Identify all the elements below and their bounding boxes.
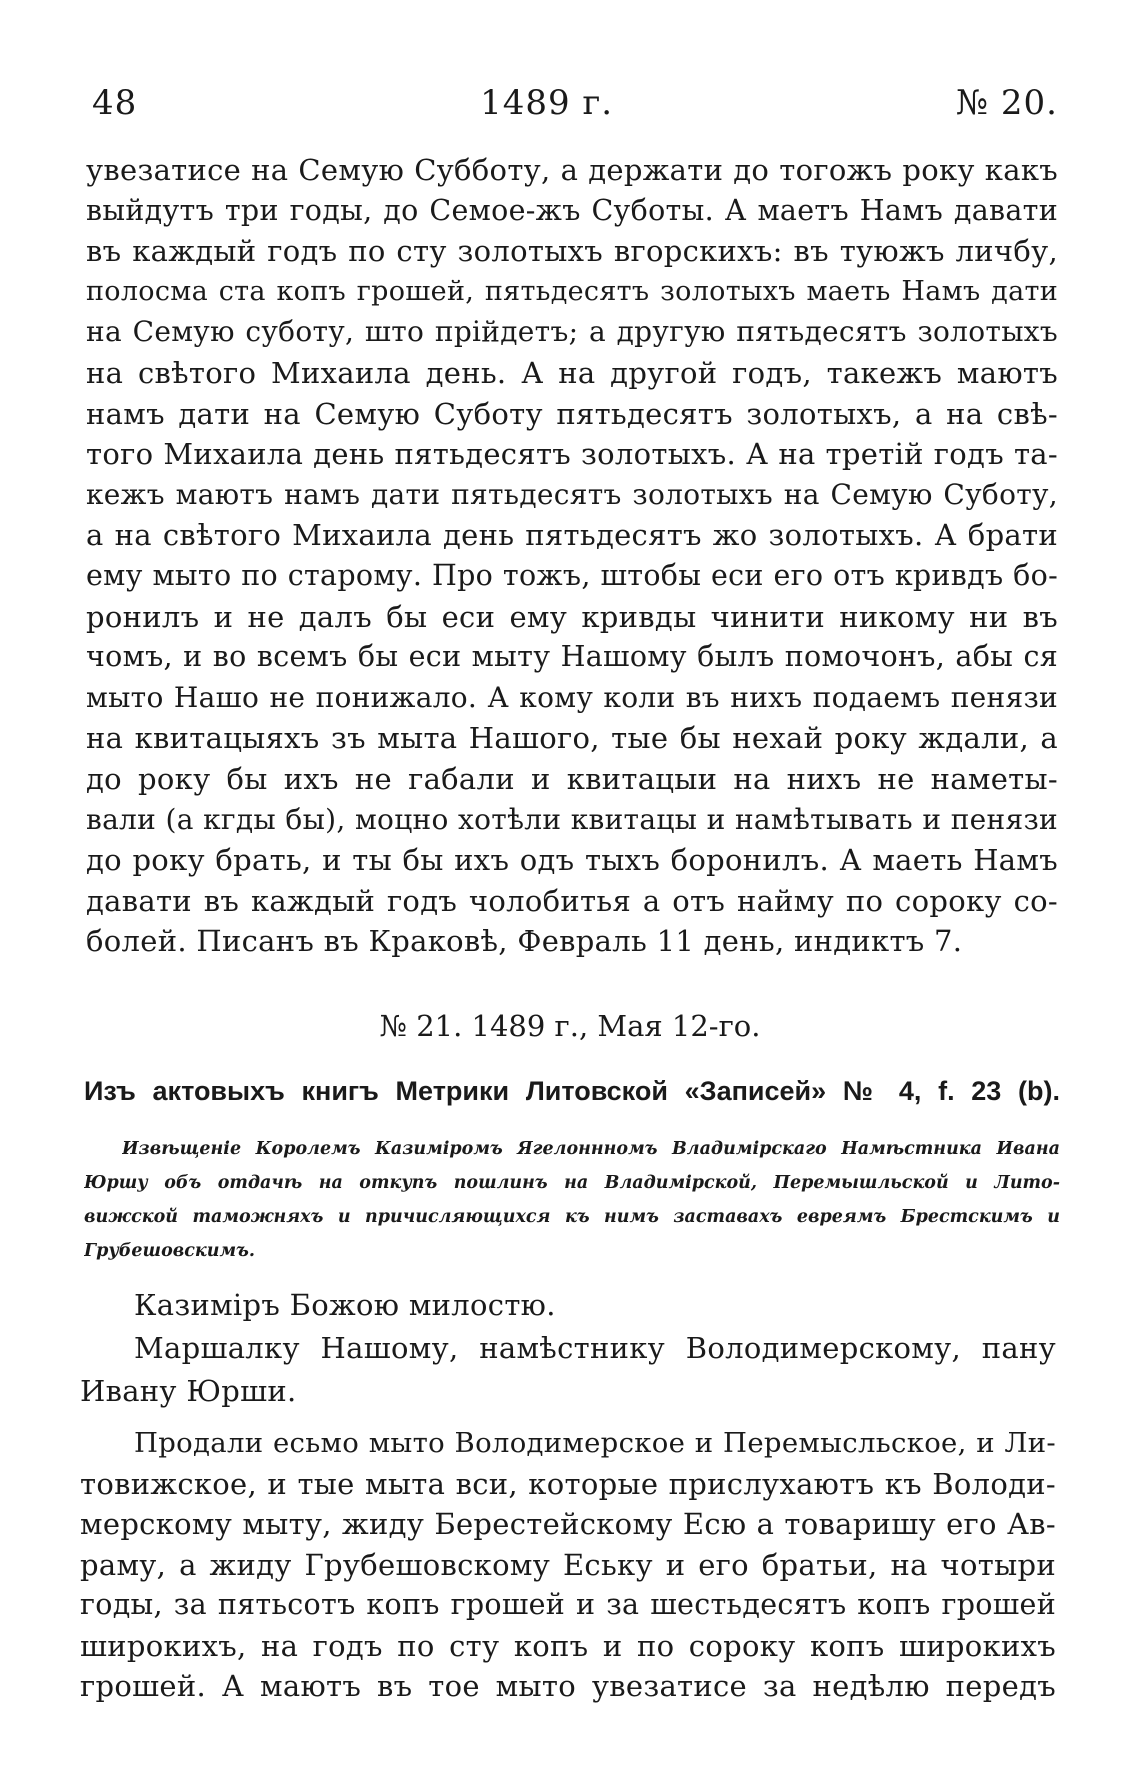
header-doc-number: № 20. bbox=[955, 83, 1058, 123]
text-line: грошей. А маютъ въ тое мыто увезатисе за недѣлю передъ bbox=[80, 1669, 1056, 1703]
document-21-title: № 21. 1489 г., Мая 12-го. bbox=[379, 1009, 761, 1043]
summary-line: Юршу объ отдачѣ на откупъ пошлинъ на Владимірской, Перемышльской и Лито- bbox=[84, 1173, 1060, 1193]
text-line: годы, за пятьсотъ копъ грошей и за шестьдесятъ копъ грошей bbox=[80, 1588, 1056, 1621]
text-line: того Михаила день пятьдесятъ золотыхъ. А на третій годъ та- bbox=[86, 437, 1058, 472]
text-line: а на свѣтого Михаила день пятьдесятъ жо золотыхъ. А брати bbox=[86, 518, 1058, 553]
text-line: кежъ маютъ намъ дати пятьдесятъ золотыхъ на Семую Суботу, bbox=[86, 477, 1058, 511]
text-line: болей. Писанъ въ Краковѣ, Февраль 11 день, индиктъ 7. bbox=[86, 924, 963, 959]
page-number: 48 bbox=[92, 83, 138, 123]
text-line: чомъ, и во всемъ бы еси мыту Нашому былъ помочонъ, абы ся bbox=[86, 640, 1058, 674]
text-line: Продали есьмо мыто Володимерское и Перемысльское, и Ли- bbox=[134, 1427, 1056, 1459]
text-line: ему мыто по старому. Про тожъ, штобы еси его отъ кривдъ бо- bbox=[86, 559, 1058, 592]
text-line: мыто Нашо не понижало. А кому коли въ нихъ подаемъ пенязи bbox=[86, 680, 1058, 714]
text-line: до року бы ихъ не габали и квитацыи на нихъ не наметы- bbox=[86, 762, 1058, 796]
text-line: вали (а кгды бы), моцно хотѣли квитацы и намѣтывать и пенязи bbox=[86, 802, 1058, 836]
text-line: до року брать, и ты бы ихъ одъ тыхъ боронилъ. А маеть Намъ bbox=[86, 843, 1058, 878]
text-line: въ каждый годъ по сту золотыхъ вгорскихъ: въ туюжъ личбу, bbox=[86, 234, 1058, 269]
text-line: мерскому мыту, жиду Берестейскому Есю а товаришу его Ав- bbox=[80, 1507, 1056, 1541]
text-line: намъ дати на Семую Суботу пятьдесятъ золотыхъ, а на свѣ- bbox=[86, 396, 1058, 431]
header-year: 1489 г. bbox=[480, 83, 614, 123]
text-line: полосма ста копъ грошей, пятьдесятъ золотыхъ маеть Намъ дати bbox=[86, 275, 1058, 307]
summary-line: вижской таможняхъ и причисляющихся къ нимъ заставахъ евреямъ Брестскимъ и bbox=[84, 1207, 1060, 1227]
text-line: на квитацыяхъ зъ мыта Нашого, тые бы нехай року ждали, а bbox=[86, 721, 1058, 756]
summary-line: Извѣщеніе Королемъ Казиміромъ Ягелоннномъ Владимірскаго Намѣстника Ивана bbox=[122, 1139, 1060, 1159]
text-line: на Семую суботу, што прійдетъ; а другую пятьдесятъ золотыхъ bbox=[86, 315, 1058, 349]
text-line: Ивану Юрши. bbox=[80, 1374, 297, 1408]
summary-line: Грубешовскимъ. bbox=[84, 1241, 255, 1261]
text-line: товижское, и тые мыта вси, которые прислухаютъ къ Володи- bbox=[80, 1466, 1056, 1501]
text-line: на свѣтого Михаила день. А на другой годъ, такежъ маютъ bbox=[86, 356, 1058, 390]
text-line: раму, а жиду Грубешовскому Еську и его братьи, на чотыри bbox=[80, 1547, 1056, 1582]
text-line: широкихъ, на годъ по сту копъ и по сороку копъ широкихъ bbox=[80, 1628, 1056, 1663]
text-line: давати въ каждый годъ чолобитья а отъ найму по сороку со- bbox=[86, 883, 1058, 918]
page-header bbox=[92, 78, 1058, 128]
text-line: выйдутъ три годы, до Семое-жъ Суботы. А маетъ Намъ давати bbox=[86, 193, 1058, 227]
text-line: ронилъ и не далъ бы еси ему кривды чинити никому ни въ bbox=[86, 599, 1058, 634]
text-line: увезатисе на Семую Субботу, а держати до тогожъ року какъ bbox=[86, 153, 1058, 187]
text-line: Казиміръ Божою милостю. bbox=[134, 1288, 556, 1322]
document-21-source: Изъ актовыхъ книгъ Метрики Литовской «Записей» № 4, f. 23 (b). bbox=[84, 1076, 1060, 1106]
text-line: Маршалку Нашому, намѣстнику Володимерскому, пану bbox=[134, 1331, 1056, 1365]
